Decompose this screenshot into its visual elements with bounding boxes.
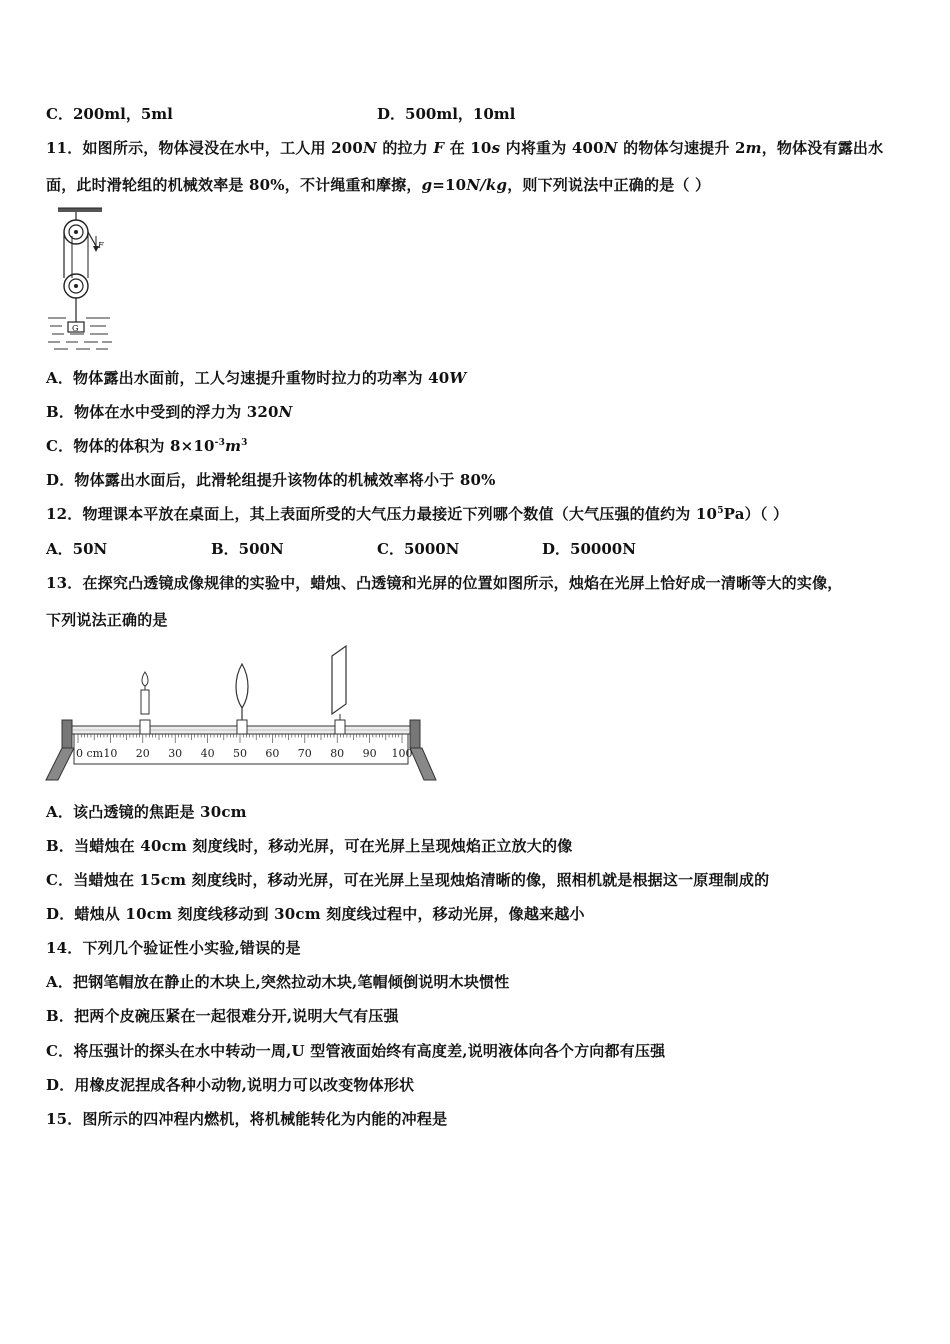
ruler-label: 70 [297, 747, 312, 760]
q12-option-c: C．5000N [377, 540, 460, 558]
bench-leg-right [410, 748, 436, 780]
q13-stem-line2: 下列说法正确的是 [46, 611, 168, 629]
q14-option-d: D．用橡皮泥捏成各种小动物,说明力可以改变物体形状 [46, 1076, 415, 1094]
q13-option-c: C．当蜡烛在 15cm 刻度线时，移动光屏，可在光屏上呈现烛焰清晰的像，照相机就是根据这一原理制成的 [46, 871, 770, 889]
ruler-label: 0 cm [76, 747, 104, 760]
q10-option-c: C．200ml，5ml [46, 105, 173, 123]
q12-option-d: D．50000N [542, 540, 636, 558]
force-label: F [98, 241, 104, 250]
ruler-label: 10 [103, 747, 118, 760]
q12-option-b: B．500N [211, 540, 284, 558]
q15-stem: 15．图所示的四冲程内燃机，将机械能转化为内能的冲程是 [46, 1110, 448, 1128]
q12-option-a: A．50N [46, 540, 108, 558]
q12-stem: 12．物理课本平放在桌面上，其上表面所受的大气压力最接近下列哪个数值（大气压强的值约为 $10^5Pa$）（ ） [46, 505, 789, 523]
q11-option-b: B．物体在水中受到的浮力为 320N [46, 403, 293, 421]
bench-end-left [62, 720, 72, 748]
convex-lens [236, 664, 248, 734]
q10-option-d: D．500ml，10ml [377, 105, 516, 123]
bench-leg-left [46, 748, 74, 780]
ruler-label: 60 [265, 747, 280, 760]
optical-bench-figure [44, 642, 440, 786]
q14-option-c: C．将压强计的探头在水中转动一周,U 型管液面始终有高度差,说明液体向各个方向都有压强 [46, 1042, 666, 1060]
candle [140, 672, 150, 734]
ruler-label: 50 [233, 747, 247, 760]
q11-stem-line1: 11．如图所示，物体浸没在水中，工人用 200N 的拉力 F 在 10s 内将重为 400N 的物体匀速提升 2m，物体没有露出水 [46, 139, 884, 157]
q14-option-b: B．把两个皮碗压紧在一起很难分开,说明大气有压强 [46, 1007, 399, 1025]
light-screen [332, 646, 346, 734]
ruler-label: 90 [362, 747, 377, 760]
q13-option-a: A．该凸透镜的焦距是 30cm [46, 803, 247, 821]
q11-stem-line2: 面，此时滑轮组的机械效率是 80%，不计绳重和摩擦，g=10N/kg，则下列说法中正确的是（ ） [46, 176, 711, 194]
ruler-label: 40 [200, 747, 215, 760]
q11-option-a: A．物体露出水面前，工人匀速提升重物时拉力的功率为 40W [46, 369, 467, 387]
object-label: G [72, 324, 79, 333]
flame-icon [142, 672, 148, 686]
ruler-label: 100 [391, 747, 413, 760]
q13-stem-line1: 13．在探究凸透镜成像规律的实验中，蜡烛、凸透镜和光屏的位置如图所示，烛焰在光屏上恰好成一清晰等大的实像， [46, 574, 843, 592]
ceiling-bar [58, 208, 102, 212]
q14-option-a: A．把钢笔帽放在静止的木块上,突然拉动木块,笔帽倾倒说明木块惯性 [46, 973, 510, 991]
q14-stem: 14．下列几个验证性小实验,错误的是 [46, 939, 301, 957]
ruler-label: 30 [168, 747, 183, 760]
pulley-system-figure [44, 206, 116, 354]
q13-option-b: B．当蜡烛在 40cm 刻度线时，移动光屏，可在光屏上呈现烛焰正立放大的像 [46, 837, 573, 855]
pull-rope [88, 232, 96, 246]
q13-option-d: D．蜡烛从 10cm 刻度线移动到 30cm 刻度线过程中，移动光屏，像越来越小 [46, 905, 585, 923]
ruler-label: 80 [330, 747, 345, 760]
q11-option-d: D．物体露出水面后，此滑轮组提升该物体的机械效率将小于 80% [46, 471, 496, 489]
ruler-label: 20 [135, 747, 150, 760]
q11-option-c: C．物体的体积为 $8\times 10^{-3}m^3$ [46, 437, 248, 455]
bench-end-right [410, 720, 420, 748]
